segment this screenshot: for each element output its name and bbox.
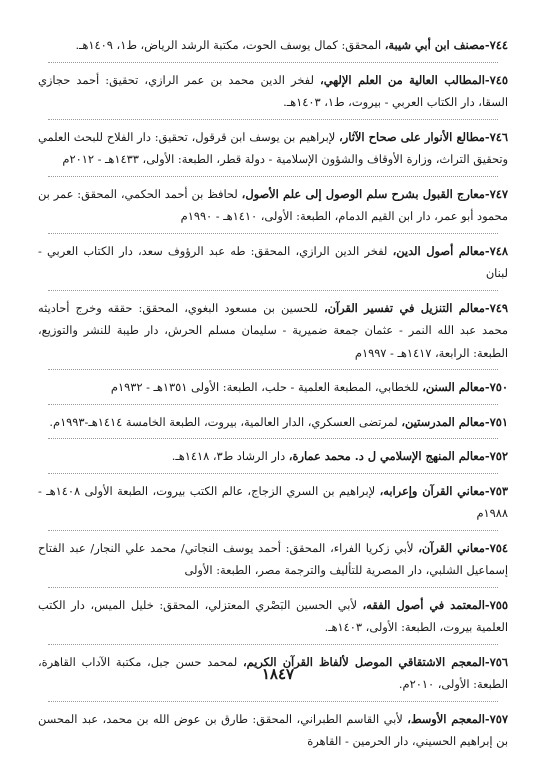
entry-title: المطالب العالية من العلم الإلهي، [320, 72, 485, 87]
bibliography-entry [38, 34, 508, 63]
entry-number: ٧٥٥- [484, 597, 508, 612]
entry-number: ٧٥٣- [484, 483, 508, 498]
entry-details: لمرتضى العسكري، الدار العالمية، بيروت، الطبعة الخامسة ١٤١٤هـ-١٩٩٣م. [49, 414, 402, 429]
entry-number: ٧٥٦- [484, 654, 508, 669]
entry-title: معالم أصول الدين، [392, 243, 485, 258]
entry-title: معالم السنن، [422, 380, 485, 394]
bibliography-entry [38, 126, 508, 177]
bibliography-entry [38, 240, 508, 291]
entry-details: لأبي الحسين البَصْري المعتزلي، المحقق: خليل الميس، دار الكتب العلمية بيروت، الطبعة: الأولى، ١٤٠٣هـ. [38, 597, 508, 634]
entry-details: للحسين بن مسعود البغوي، المحقق: حققه وخرج أحاديثه محمد عبد الله النمر - عثمان جمعة ضميرية - سليمان مسلم الحرش، دار طيبة للنشر والتوزيع، الطبعة: الرابعة، ١٤١٧هـ - ١٩٩٧م [38, 300, 508, 360]
entry-title: مطالع الأنوار على صحاح الآثار، [339, 129, 485, 144]
entry-number: ٧٥٢- [484, 449, 508, 463]
entry-title: المعتمد في أصول الفقه، [362, 597, 485, 612]
entry-details: للخطابي، المطبعة العلمية - حلب، الطبعة: الأولى ١٣٥١هـ - ١٩٣٢م [110, 380, 423, 394]
entry-number: ٧٥٧- [484, 711, 508, 726]
entry-number: ٧٥١- [484, 414, 508, 429]
entry-number: ٧٤٤- [484, 38, 508, 52]
entry-title: المعجم الأوسط، [407, 711, 485, 726]
page-number: ١٨٤٧ [261, 665, 295, 683]
entry-details: لفخر الدين الرازي، المحقق: طه عبد الرؤوف سعد، دار الكتاب العربي - لبنان [38, 243, 508, 280]
entry-details: لمحمد حسن جبل، مكتبة الآداب القاهرة، الطبعة: الأولى، ٢٠١٠م. [38, 654, 508, 691]
entry-number: ٧٥٤- [484, 540, 508, 555]
bibliography-entry [38, 69, 508, 120]
entry-title: معاني القرآن وإعرابه، [379, 483, 485, 498]
entry-details: المحقق: كمال يوسف الحوت، مكتبة الرشد الرياض، ط١، ١٤٠٩هـ. [75, 38, 385, 52]
entry-number: ٧٤٥- [484, 72, 508, 87]
bibliography-entry [38, 445, 508, 474]
entry-details: لفخر الدين محمد بن عمر الرازي، تحقيق: أحمد حجازي السقا، دار الكتاب العربي - بيروت، ط١، ١٤٠٣هـ. [38, 72, 508, 109]
bibliography-entry [38, 594, 508, 645]
entry-title: معاني القرآن، [418, 540, 485, 555]
bibliography-entry [38, 411, 508, 440]
entry-number: ٧٤٦- [484, 129, 508, 144]
entry-details: لأبي زكريا الفراء، المحقق: أحمد يوسف النجاتي/ محمد علي النجار/ عبد الفتاح إسماعيل الشلبي، دار المصرية للتأليف والترجمة مصر، الطبعة: الأولى [38, 540, 508, 577]
entry-details: لأبي القاسم الطبراني، المحقق: طارق بن عوض الله بن محمد، عبد المحسن بن إبراهيم الحسيني، دار الحرمين - القاهرة [38, 711, 508, 748]
bibliography-entry [38, 480, 508, 531]
entry-title: معالم المنهج الإسلامي ل د. محمد عمارة، [288, 449, 485, 463]
entry-details: لإبراهيم بن يوسف ابن قرقول، تحقيق: دار الفلاح للبحث العلمي وتحقيق التراث، وزارة الأوقاف والشؤون الإسلامية - دولة قطر، الطبعة: الأولى، ١٤٣٣هـ - ٢٠١٢م [38, 129, 508, 166]
bibliography-entry [38, 537, 508, 588]
entry-details: دار الرشاد ط٣، ١٤١٨هـ. [171, 449, 289, 463]
entry-title: مصنف ابن أبي شيبة، [384, 38, 485, 52]
entry-title: المعجم الاشتقاقي الموصل لألفاظ القرآن الكريم، [242, 654, 485, 669]
entry-title: معارج القبول بشرح سلم الوصول إلى علم الأصول، [241, 186, 485, 201]
bibliography-entry [38, 183, 508, 234]
entry-number: ٧٥٠- [484, 380, 508, 394]
entry-number: ٧٤٨- [484, 243, 508, 258]
entry-title: معالم المدرستين، [401, 414, 485, 429]
bibliography-entry [38, 297, 508, 371]
entry-details: لإبراهيم بن السري الزجاج، عالم الكتب بيروت، الطبعة الأولى ١٤٠٨هـ - ١٩٨٨م [38, 483, 508, 520]
entry-details: لحافظ بن أحمد الحكمي، المحقق: عمر بن محمود أبو عمر، دار ابن القيم الدمام، الطبعة: الأولى، ١٤١٠هـ - ١٩٩٠م [38, 186, 508, 223]
entry-number: ٧٤٩- [484, 300, 509, 315]
entry-number: ٧٤٧- [484, 186, 508, 201]
entry-title: معالم التنزيل في تفسير القرآن، [323, 300, 485, 315]
bibliography-entry [38, 708, 508, 759]
bibliography-entry [38, 376, 508, 405]
